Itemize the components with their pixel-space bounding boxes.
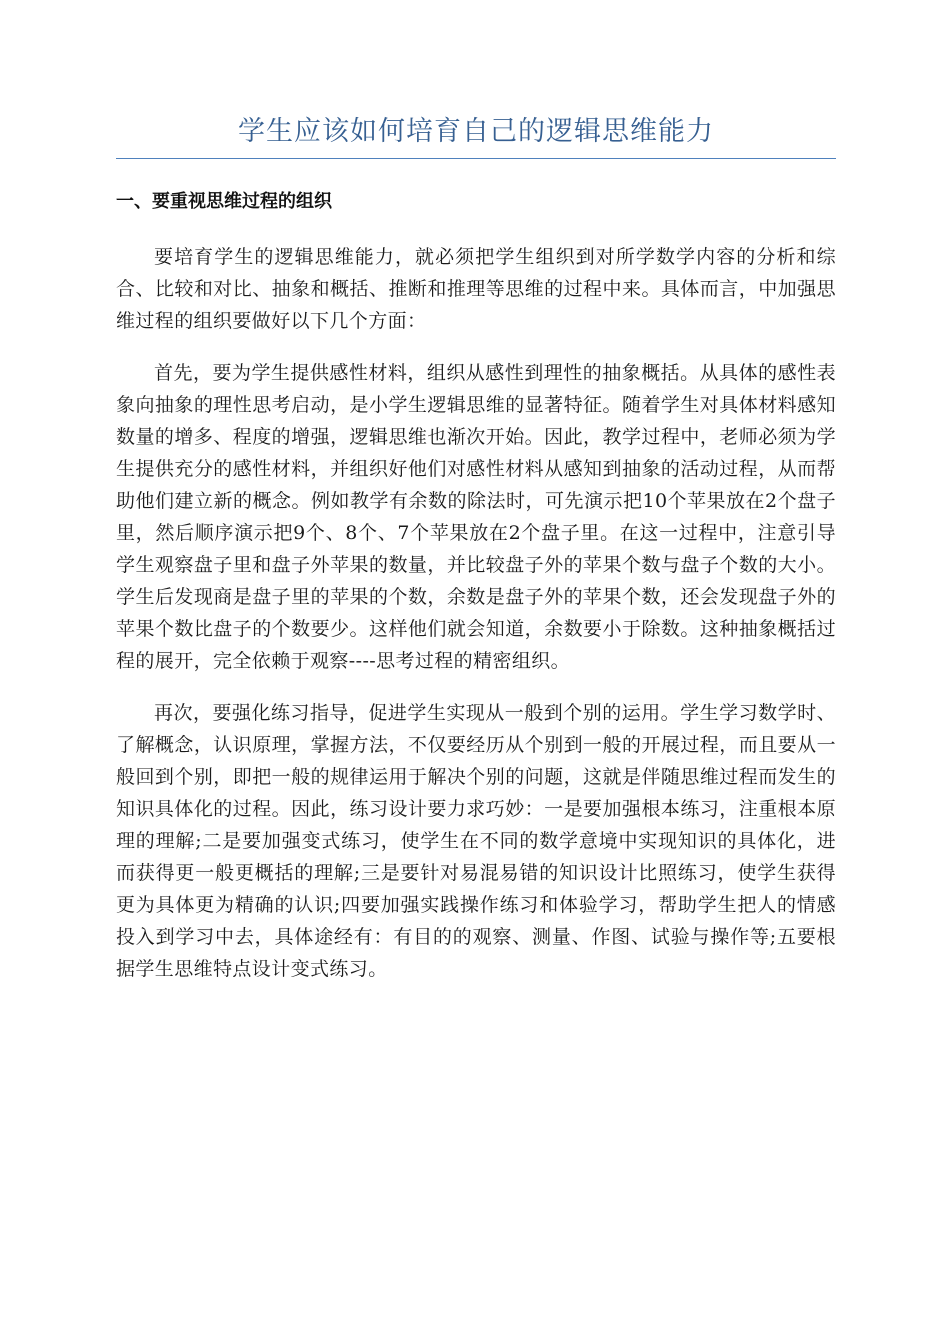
document-title: 学生应该如何培育自己的逻辑思维能力: [116, 108, 836, 159]
body-paragraph: 要培育学生的逻辑思维能力，就必须把学生组织到对所学数学内容的分析和综合、比较和对比、抽象和概括、推断和推理等思维的过程中来。具体而言，中加强思维过程的组织要做好以下几个方面：: [116, 246, 836, 332]
body-paragraph: 再次，要强化练习指导，促进学生实现从一般到个别的运用。学生学习数学时、了解概念，认识原理，掌握方法，不仅要经历从个别到一般的开展过程，而且要从一般回到个别，即把一般的规律运用于解决个别的问题，这就是伴随思维过程而发生的知识具体化的过程。因此，练习设计要力求巧妙：一是要加强根本练习，注重根本原理的理解;二是要加强变式练习，使学生在不同的数学意境中实现知识的具体化，进而获得更一般更概括的理解;三是要针对易混易错的知识设计比照练习，使学生获得更为具体更为精确的认识;四要加强实践操作练习和体验学习，帮助学生把人的情感投入到学习中去，具体途经有：有目的的观察、测量、作图、试验与操作等;五要根据学生思维特点设计变式练习。: [116, 702, 836, 980]
section-heading: 一、要重视思维过程的组织: [116, 191, 332, 212]
document-page: [116, 108, 836, 985]
body-paragraph: 首先，要为学生提供感性材料，组织从感性到理性的抽象概括。从具体的感性表象向抽象的理性思考启动，是小学生逻辑思维的显著特征。随着学生对具体材料感知数量的增多、程度的增强，逻辑思维也渐次开始。因此，教学过程中，老师必须为学生提供充分的感性材料，并组织好他们对感性材料从感知到抽象的活动过程，从而帮助他们建立新的概念。例如教学有余数的除法时，可先演示把10个苹果放在2个盘子里，然后顺序演示把9个、8个、7个苹果放在2个盘子里。在这一过程中，注意引导学生观察盘子里和盘子外苹果的数量，并比较盘子外的苹果个数与盘子个数的大小。学生后发现商是盘子里的苹果的个数，余数是盘子外的苹果个数，还会发现盘子外的苹果个数比盘子的个数要少。这样他们就会知道，余数要小于除数。这种抽象概括过程的展开，完全依赖于观察----思考过程的精密组织。: [116, 362, 836, 672]
